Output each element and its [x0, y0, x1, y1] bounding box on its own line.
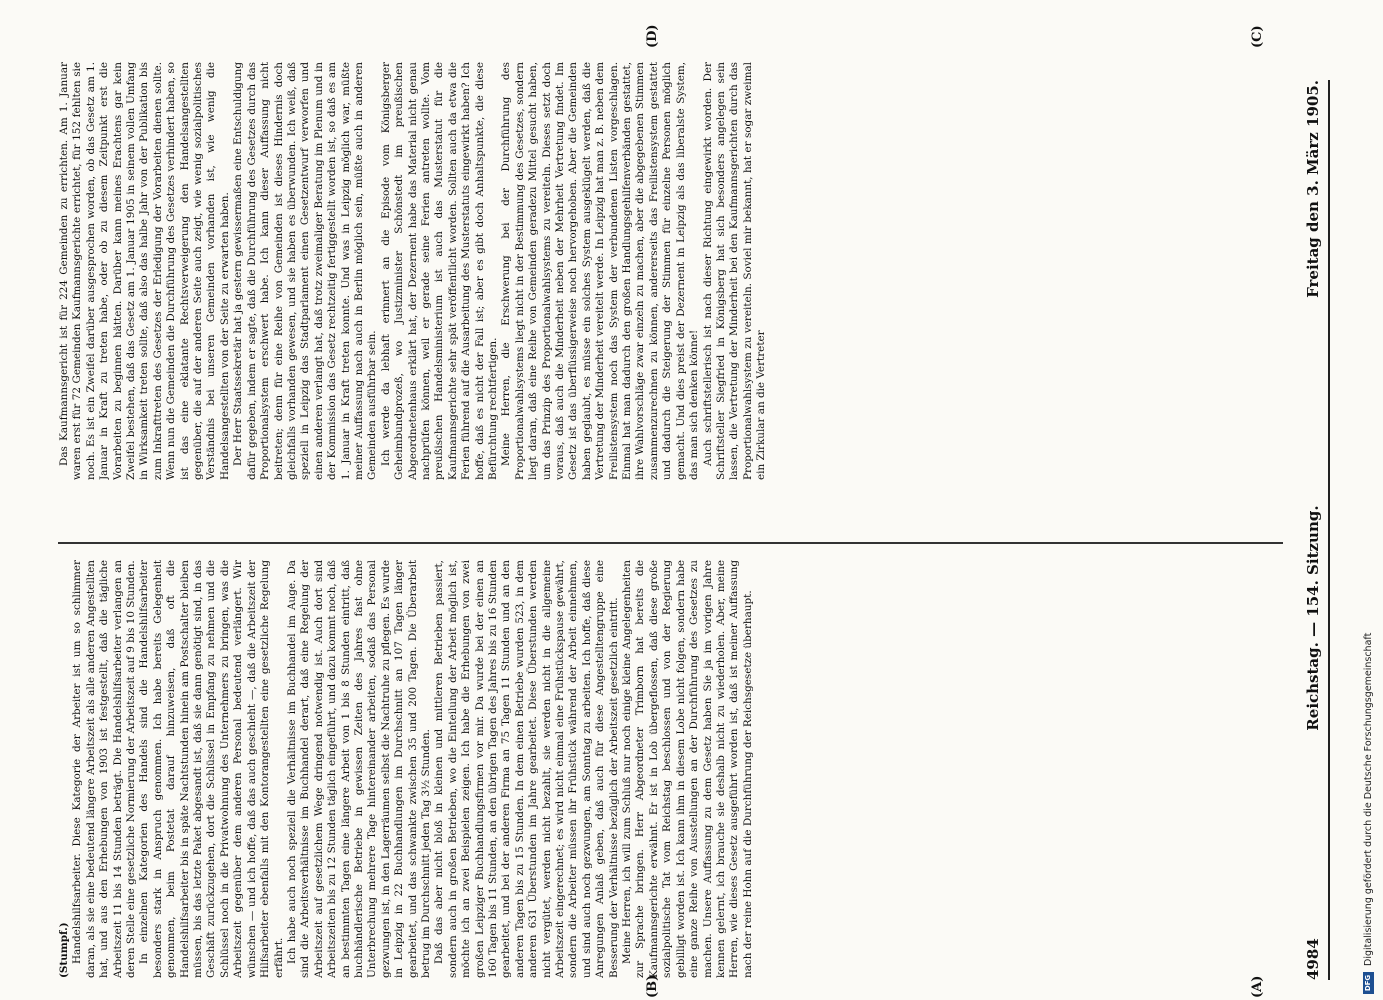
credit-text: Digitalisierung gefördert durch die Deutsche Forschungsgemeinschaft [1362, 632, 1374, 966]
paragraph: Daß das aber nicht bloß in kleinen und mittleren Betrieben passiert, sondern auch in großen Betrieben, wo die Einteilung der Arbeit möglich ist, möchte ich an zwei Beispielen zeigen. Ich habe die Erhebungen von zwei großen Leipziger Buchhandlungsfirmen vor mir. Da wurde bei der einen an 160 Tagen bis 11 Stunden, an den übrigen Tagen des Jahres bis zu 16 Stunden gearbeitet, und bei der anderen Firma an 75 Tagen 11 Stunden und an den anderen Tagen bis zu 15 Stunden. In dem einen Betriebe wurden 523, in dem anderen 631 Überstunden im Jahre gearbeitet. Diese Überstunden werden nicht vergütet, werden nicht bezahlt, sie werden nicht in die allgemeine Arbeitszeit eingerechnet; es wird nicht einmal eine Frühstückspause gewährt, sondern die Arbeiter müssen ihr Frühstück während der Arbeit einnehmen, und sind auch noch gezwungen, am Sonntag zu arbeiten. Ich hoffe, daß diese Anregungen Anlaß geben, daß auch für diese Angestelltengruppe eine Besserung der Verhältnisse bezüglich der Arbeitszeit gesetzlich eintritt. [433, 560, 620, 978]
paragraph: Ich habe auch noch speziell die Verhältnisse im Buchhandel im Auge. Da sind die Arbeitsverhältnisse im Buchhandel derart, daß eine Regelung der Arbeitszeit auf gesetzlichem Wege dringend notwendig ist. Auch dort sind Arbeitszeiten bis zu 12 Stunden täglich eingeführt, und dazu kommt noch, daß an bestimmten Tagen eine längere Arbeit von 1 bis 8 Stunden eintritt, daß buchhändlerische Betriebe in gewissen Zeiten des Jahres fast ohne Unterbrechung mehrere Tage hintereinander arbeiten, sodaß das Personal gezwungen ist, in den Lagerräumen selbst die Nachtruhe zu pflegen. Es wurde in Leipzig in 22 Buchhandlungen im Durchschnitt an 107 Tagen länger gearbeitet, und das schwankte zwischen 35 und 200 Tagen. Die Überarbeit betrug im Durchschnitt jeden Tag 3½ Stunden. [285, 560, 432, 978]
page-header [1298, 80, 1330, 980]
margin-marker-a: (A) [1250, 975, 1265, 998]
margin-marker-d: (D) [645, 24, 660, 48]
speaker-name: (Stumpf.) [58, 922, 70, 978]
paragraph: Der Herr Staatssekretär hat ja gestern gewissermaßen eine Entschuldigung dafür gegeben, indem er sagte, daß die Durchführung des Gesetzes durch das Proportionalsystem erschwert habe. Ich kann dieser Auffassung nicht beitreten; denn für eine Reihe von Gemeinden ist dieses Hindernis doch gleichfalls vorhanden gewesen, und sie haben es überwunden. Ich weiß, daß speziell in Leipzig das Stadtparlament einen Gesetzentwurf verworfen und einen anderen verlangt hat, daß trotz zweimaliger Beratung im Plenum und in der Kommission das Gesetz rechtzeitig fertiggestellt worden ist, so daß es am 1. Januar in Kraft treten konnte. Und was in Leipzig möglich war, müßte meiner Auffassung nach auch in Berlin möglich sein, müßte auch in anderen Gemeinden ausführbar sein. [232, 62, 379, 480]
paragraph: Auch schriftstellerisch ist nach dieser Richtung eingewirkt worden. Der Schriftsteller Siegfried in Königsberg hat sich besonders angelegen sein lassen, die Vertretung der Minderheit bei den Kaufmannsgerichten durch das Proportionalwahlsystem zu vereiteln. Soviel mir bekannt, hat er sogar zweimal ein Zirkular an die Vertreter [701, 62, 768, 480]
margin-marker-b: (B) [645, 974, 660, 998]
header-title: Reichstag. — 154. Sitzung. [1304, 505, 1322, 731]
paragraph: Handelshilfsarbeiter. Diese Kategorie der Arbeiter ist um so schlimmer daran, als sie eine bedeutend längere Arbeitszeit als alle anderen Angestellten hat, und aus den Erhebungen von 1903 ist festgestellt, daß die tägliche Arbeitszeit 11 bis 14 Stunden beträgt. Die Handelshilfsarbeiter verlangen an deren Stelle eine gesetzliche Normierung der Arbeitszeit auf 9 bis 10 Stunden. [71, 560, 138, 978]
dfg-logo-icon: DFG [1363, 972, 1374, 994]
page-number: 4984 [1304, 938, 1322, 980]
paragraph: In einzelnen Kategorien des Handels sind die Handelshilfsarbeiter besonders stark in Anspruch genommen. Ich habe bereits Gelegenheit genommen, beim Postetat darauf hinzuweisen, daß oft die Handelshilfsarbeiter bis in späte Nachtstunden hinein am Postschalter bleiben müssen, bis das letzte Paket abgesandt ist, daß sie dann genötigt sind, in das Geschäft zurückzugehen, dort die Schlüssel in Empfang zu nehmen und die Schlüssel noch in die Privatwohnung des Unternehmers zu bringen, was die Arbeitszeit gegenüber dem anderen Personal bedeutend verlängert. Wir wünschen — und ich hoffe, daß das auch geschieht —, daß die Arbeitszeit der Hilfsarbeiter ebenfalls mit den Kontorangestellten eine gesetzliche Regelung erfährt. [138, 560, 285, 978]
margin-marker-c: (C) [1250, 25, 1265, 48]
paragraph: Das Kaufmannsgericht ist für 224 Gemeinden zu errichten. Am 1. Januar waren erst für 72 Gemeinden Kaufmannsgerichte errichtet, für 152 fehlten sie noch. Es ist ein Zweifel darüber ausgesprochen worden, ob das Gesetz am 1. Januar in Kraft zu treten habe, oder ob zu diesem Zeitpunkt erst die Vorarbeiten zu beginnen hätten. Darüber kann meines Erachtens gar kein Zweifel bestehen, daß das Gesetz am 1. Januar 1905 in seinem vollen Umfang in Wirksamkeit treten sollte, daß also das halbe Jahr von der Publikation bis zum Inkrafttreten des Gesetzes der Erledigung der Vorarbeiten dienen sollte. Wenn nun die Gemeinden die Durchführung des Gesetzes verhindert haben, so ist das eine eklatante Rechtsverweigerung den Handelsangestellten gegenüber, die auf der anderen Seite auch zeigt, wie wenig sozialpolitisches Verständnis bei unseren Gemeinden vorhanden ist, wie wenig die Handelsangestellten von der Seite zu erwarten haben. [58, 62, 231, 480]
paragraph: Meine Herren, ich will zum Schluß nur noch einige kleine Angelegenheiten zur Sprache bringen. Herr Abgeordneter Trimborn hat bereits die Kaufmannsgerichte erwähnt. Er ist in Lob übergeflossen, daß diese große sozialpolitische Tat vom Reichstag beschlossen und von der Regierung gebilligt worden ist. Ich kann ihm in diesem Lobe nicht folgen, sondern habe eine ganze Reihe von Ausstellungen an der Durchführung des Gesetzes zu machen. Unsere Auffassung zu dem Gesetz haben Sie ja im vorigen Jahre kennen gelernt, ich brauche sie deshalb nicht zu wiederholen. Aber, meine Herren, wie dieses Gesetz ausgeführt worden ist, daß ist meiner Auffassung nach der reine Hohn auf die Durchführung der Reichsgesetze überhaupt. [621, 560, 754, 978]
column-divider [58, 542, 1283, 544]
right-column [58, 62, 1283, 480]
digitization-credit [1356, 0, 1380, 1000]
left-column [58, 560, 1283, 978]
paragraph: Ich werde da lebhaft erinnert an die Episode vom Königsberger Geheimbundprozeß, wo Justizminister Schönstedt im preußischen Abgeordnetenhaus erklärt hat, der Dezernent habe das Material nicht genau nachprüfen können, weil er gerade seine Ferien antreten wollte. Vom preußischen Handelsministerium ist auch das Musterstatut für die Kaufmannsgerichte sehr spät veröffentlicht worden. Sollten auch da etwa die Ferien führend auf die Ausarbeitung des Musterstatuts eingewirkt haben? Ich hoffe, daß es nicht der Fall ist; aber es gibt doch Anhaltspunkte, die diese Befürchtung rechtfertigen. [379, 62, 499, 480]
header-date: Freitag den 3. März 1905. [1304, 80, 1322, 298]
paragraph: Meine Herren, die Erschwerung bei der Durchführung des Proportionalwahlsystems liegt nicht in der Bestimmung des Gesetzes, sondern liegt daran, daß eine Reihe von Gemeinden geradezu Mittel gesucht haben, um das Prinzip des Proportionalwahlsystems zu vereiteln. Dieses setzt doch voraus, daß auch die Minderheit neben der Mehrheit Vertretung findet. Im Gesetz ist das überflüssigerweise noch hervorgehoben. Aber die Gemeinden haben geglaubt, es müsse ein solches System ausgeklügelt werden, daß die Vertretung der Minderheit vereitelt werde. In Leipzig hat man z. B. neben dem Freilistensystem noch das System der verbundenen Listen vorgeschlagen. Einmal hat man dadurch den großen Handlungsgehilfenverbänden gestattet, ihre Wahlvorschläge zwar einzeln zu machen, aber die abgegebenen Stimmen zusammenzurechnen zu können, andererseits das Freilistensystem gestattet und dadurch die Steigerung der Stimmen für einzelne Personen möglich gemacht. Und dies preist der Dezernent in Leipzig als das liberalste System, das man sich denken könne! [500, 62, 701, 480]
